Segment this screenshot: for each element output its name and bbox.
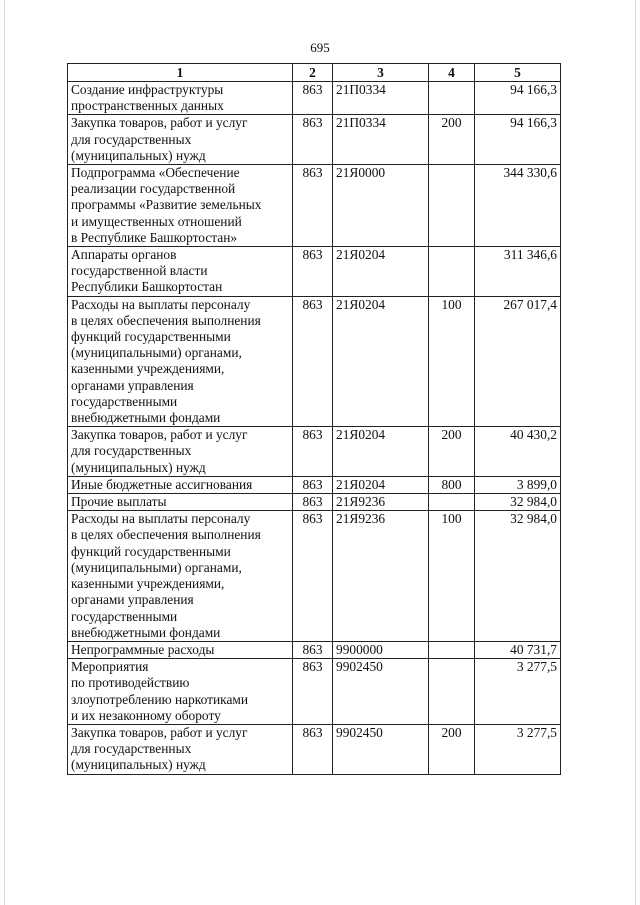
table-row [68, 115, 561, 165]
row-name-line: Закупка товаров, работ и услуг [71, 427, 248, 443]
expense-type-cell: 200 [429, 427, 475, 477]
header-col-4: 4 [429, 64, 475, 82]
target-article-cell: 21Я0204 [333, 296, 429, 427]
row-name-line: государственными [71, 393, 178, 409]
row-name-line: в целях обеспечения выполнения [71, 527, 261, 543]
expense-type-cell [429, 641, 475, 658]
target-article-cell: 21Я0000 [333, 165, 429, 247]
table-row [68, 659, 561, 725]
row-name-cell [68, 476, 293, 493]
row-name-line: функций государственными [71, 329, 231, 345]
target-article-cell: 21Я0204 [333, 427, 429, 477]
row-name-line: (муниципальных) нужд [71, 147, 206, 163]
row-name-line: казенными учреждениями, [71, 576, 225, 592]
table-row [68, 296, 561, 427]
row-name-line: (муниципальных) нужд [71, 459, 206, 475]
target-article-cell: 21П0334 [333, 82, 429, 115]
amount-cell: 40 731,7 [475, 641, 561, 658]
header-col-1: 1 [68, 64, 293, 82]
row-name-line: в Республике Башкортостан» [71, 229, 238, 245]
amount-cell: 344 330,6 [475, 165, 561, 247]
table-row [68, 476, 561, 493]
expense-type-cell [429, 659, 475, 725]
row-name-line: для государственных [71, 443, 192, 459]
admin-code-cell: 863 [293, 247, 333, 297]
row-name-line: Аппараты органов [71, 247, 177, 263]
expense-type-cell: 200 [429, 115, 475, 165]
header-row [68, 64, 561, 82]
row-name-line: (муниципальными) органами, [71, 345, 242, 361]
budget-table [67, 63, 561, 775]
row-name-cell [68, 511, 293, 642]
admin-code-cell: 863 [293, 511, 333, 642]
row-name-cell [68, 82, 293, 115]
amount-cell: 3 277,5 [475, 724, 561, 774]
row-name-line: реализации государственной [71, 181, 236, 197]
admin-code-cell: 863 [293, 494, 333, 511]
row-name-line: Подпрограмма «Обеспечение [71, 165, 240, 181]
row-name-line: Закупка товаров, работ и услуг [71, 115, 248, 131]
row-name-cell [68, 165, 293, 247]
row-name-line: Республики Башкортостан [71, 279, 223, 295]
row-name-line: по противодействию [71, 675, 190, 691]
row-name-line: Непрограммные расходы [71, 641, 215, 657]
row-name-line: программы «Развитие земельных [71, 197, 262, 213]
row-name-line: злоупотреблению наркотиками [71, 691, 249, 707]
amount-cell: 94 166,3 [475, 115, 561, 165]
target-article-cell: 9900000 [333, 641, 429, 658]
amount-cell: 267 017,4 [475, 296, 561, 427]
row-name-line: внебюджетными фондами [71, 410, 221, 426]
table-row [68, 494, 561, 511]
target-article-cell: 9902450 [333, 659, 429, 725]
row-name-line: Закупка товаров, работ и услуг [71, 724, 248, 740]
target-article-cell: 21Я9236 [333, 511, 429, 642]
row-name-cell [68, 296, 293, 427]
row-name-line: для государственных [71, 131, 192, 147]
target-article-cell: 21Я0204 [333, 247, 429, 297]
row-name-line: государственной власти [71, 263, 208, 279]
admin-code-cell: 863 [293, 641, 333, 658]
row-name-line: (муниципальных) нужд [71, 757, 206, 773]
row-name-line: Расходы на выплаты персоналу [71, 511, 251, 527]
amount-cell: 94 166,3 [475, 82, 561, 115]
row-name-line: для государственных [71, 741, 192, 757]
scan-edge-left [4, 0, 5, 905]
target-article-cell: 21Я9236 [333, 494, 429, 511]
row-name-line: государственными [71, 608, 178, 624]
table-row [68, 427, 561, 477]
expense-type-cell [429, 165, 475, 247]
row-name-line: (муниципальными) органами, [71, 559, 242, 575]
table-row [68, 724, 561, 774]
page-number: 695 [310, 40, 330, 55]
expense-type-cell [429, 494, 475, 511]
row-name-line: Иные бюджетные ассигнования [71, 476, 253, 492]
admin-code-cell: 863 [293, 427, 333, 477]
row-name-cell [68, 247, 293, 297]
header-col-5: 5 [475, 64, 561, 82]
header-col-3: 3 [333, 64, 429, 82]
table-row [68, 641, 561, 658]
table-row [68, 511, 561, 642]
expense-type-cell: 100 [429, 296, 475, 427]
row-name-cell [68, 724, 293, 774]
amount-cell: 32 984,0 [475, 494, 561, 511]
table-row [68, 82, 561, 115]
row-name-line: Расходы на выплаты персоналу [71, 296, 251, 312]
row-name-cell [68, 641, 293, 658]
table-row [68, 165, 561, 247]
row-name-line: и их незаконному обороту [71, 707, 221, 723]
amount-cell: 3 277,5 [475, 659, 561, 725]
row-name-line: внебюджетными фондами [71, 624, 221, 640]
expense-type-cell: 100 [429, 511, 475, 642]
header-col-2: 2 [293, 64, 333, 82]
row-name-line: органами управления [71, 377, 194, 393]
target-article-cell: 21Я0204 [333, 476, 429, 493]
amount-cell: 3 899,0 [475, 476, 561, 493]
admin-code-cell: 863 [293, 115, 333, 165]
row-name-line: Мероприятия [71, 659, 149, 675]
row-name-line: органами управления [71, 592, 194, 608]
amount-cell: 311 346,6 [475, 247, 561, 297]
admin-code-cell: 863 [293, 165, 333, 247]
row-name-line: Создание инфраструктуры [71, 82, 224, 97]
row-name-line: Прочие выплаты [71, 494, 167, 510]
table-body [68, 82, 561, 775]
admin-code-cell: 863 [293, 724, 333, 774]
row-name-line: функций государственными [71, 543, 231, 559]
row-name-line: казенными учреждениями, [71, 361, 225, 377]
scan-edge-right [635, 0, 636, 905]
row-name-cell [68, 115, 293, 165]
expense-type-cell: 200 [429, 724, 475, 774]
row-name-line: пространственных данных [71, 98, 224, 114]
amount-cell: 40 430,2 [475, 427, 561, 477]
admin-code-cell: 863 [293, 296, 333, 427]
row-name-line: в целях обеспечения выполнения [71, 312, 261, 328]
admin-code-cell: 863 [293, 82, 333, 115]
target-article-cell: 21П0334 [333, 115, 429, 165]
row-name-cell [68, 427, 293, 477]
admin-code-cell: 863 [293, 476, 333, 493]
expense-type-cell [429, 247, 475, 297]
amount-cell: 32 984,0 [475, 511, 561, 642]
row-name-cell [68, 659, 293, 725]
row-name-line: и имущественных отношений [71, 213, 242, 229]
expense-type-cell: 800 [429, 476, 475, 493]
target-article-cell: 9902450 [333, 724, 429, 774]
row-name-cell [68, 494, 293, 511]
admin-code-cell: 863 [293, 659, 333, 725]
expense-type-cell [429, 82, 475, 115]
table-row [68, 247, 561, 297]
